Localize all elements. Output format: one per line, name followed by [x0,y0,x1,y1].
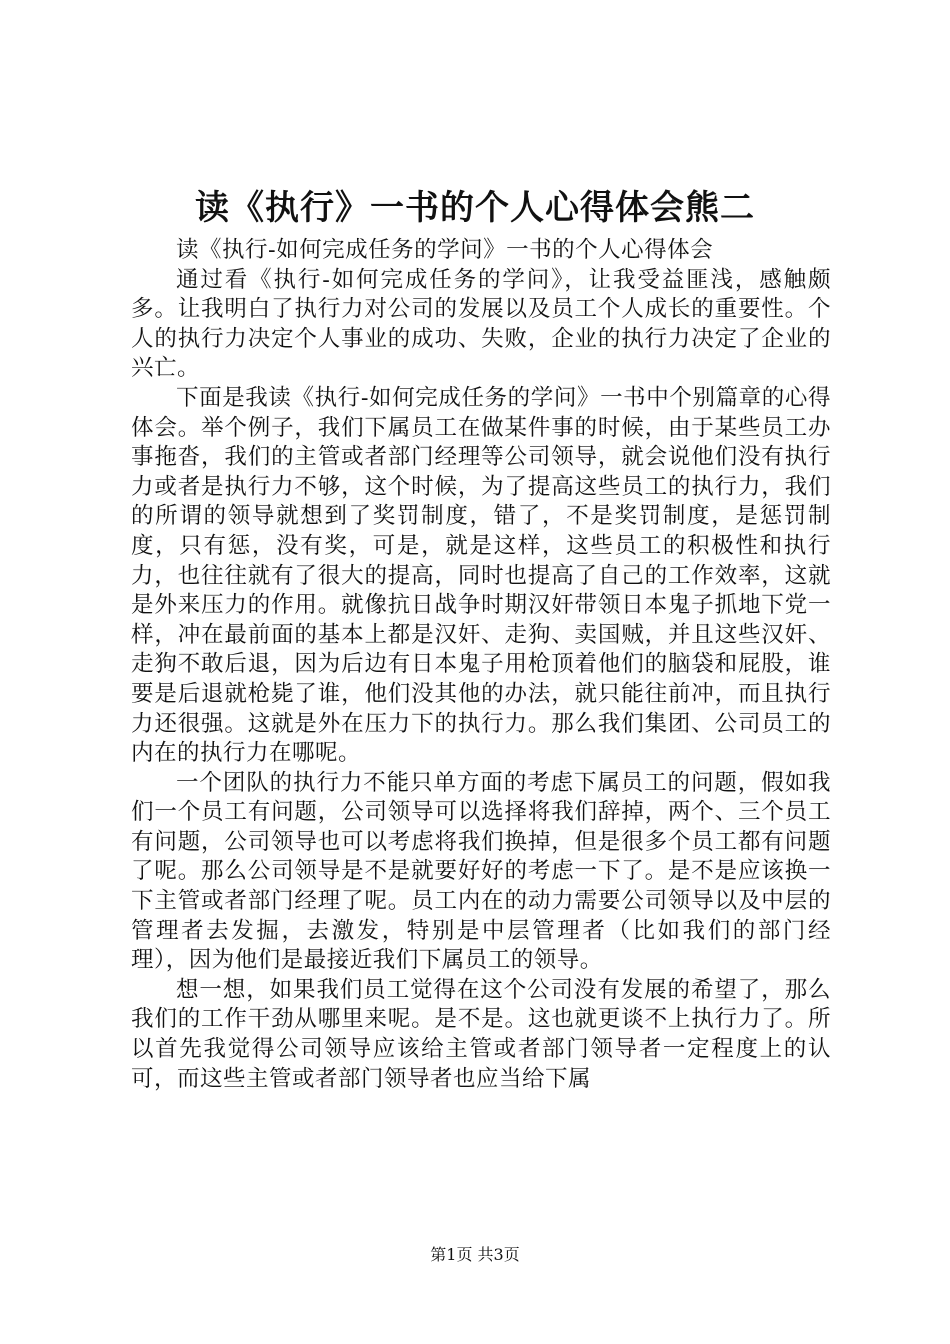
document-title: 读《执行》一书的个人心得体会熊二 [195,188,755,228]
document-body [131,236,831,1094]
body-paragraph: 一个团队的执行力不能只单方面的考虑下属员工的问题，假如我们一个员工有问题，公司领导可以选择将我们辞掉，两个、三个员工有问题，公司领导也可以考虑将我们换掉，但是很多个员工都有问题了呢。那么公司领导是不是就要好好的考虑一下了。是不是应该换一下主管或者部门经理了呢。员工内在的动力需要公司领导以及中层的管理者去发掘，去激发，特别是中层管理者（比如我们的部门经理），因为他们是最接近我们下属员工的领导。 [131,769,831,974]
body-paragraph: 通过看《执行-如何完成任务的学问》，让我受益匪浅，感触颇多。让我明白了执行力对公司的发展以及员工个人成长的重要性。个人的执行力决定个人事业的成功、失败，企业的执行力决定了企业的兴亡。 [131,266,831,382]
body-paragraph: 下面是我读《执行-如何完成任务的学问》一书中个别篇章的心得体会。举个例子，我们下属员工在做某件事的时候，由于某些员工办事拖沓，我们的主管或者部门经理等公司领导，就会说他们没有执行力或者是执行力不够，这个时候，为了提高这些员工的执行力，我们的所谓的领导就想到了奖罚制度，错了，不是奖罚制度，是惩罚制度，只有惩，没有奖，可是，就是这样，这些员工的积极性和执行力，也往往就有了很大的提高，同时也提高了自己的工作效率，这就是外来压力的作用。就像抗日战争时期汉奸带领日本鬼子抓地下党一样，冲在最前面的基本上都是汉奸、走狗、卖国贼，并且这些汉奸、走狗不敢后退，因为后边有日本鬼子用枪顶着他们的脑袋和屁股，谁要是后退就枪毙了谁，他们没其他的办法，就只能往前冲，而且执行力还很强。这就是外在压力下的执行力。那么我们集团、公司员工的内在的执行力在哪呢。 [131,384,831,767]
page-number-footer: 第1页 共3页 [430,1245,520,1264]
subtitle-paragraph: 读《执行-如何完成任务的学问》一书的个人心得体会 [176,237,714,263]
body-paragraph: 想一想，如果我们员工觉得在这个公司没有发展的希望了，那么我们的工作干劲从哪里来呢。是不是。这也就更谈不上执行力了。所以首先我觉得公司领导应该给主管或者部门领导者一定程度上的认可，而这些主管或者部门领导者也应当给下属 [131,976,831,1092]
